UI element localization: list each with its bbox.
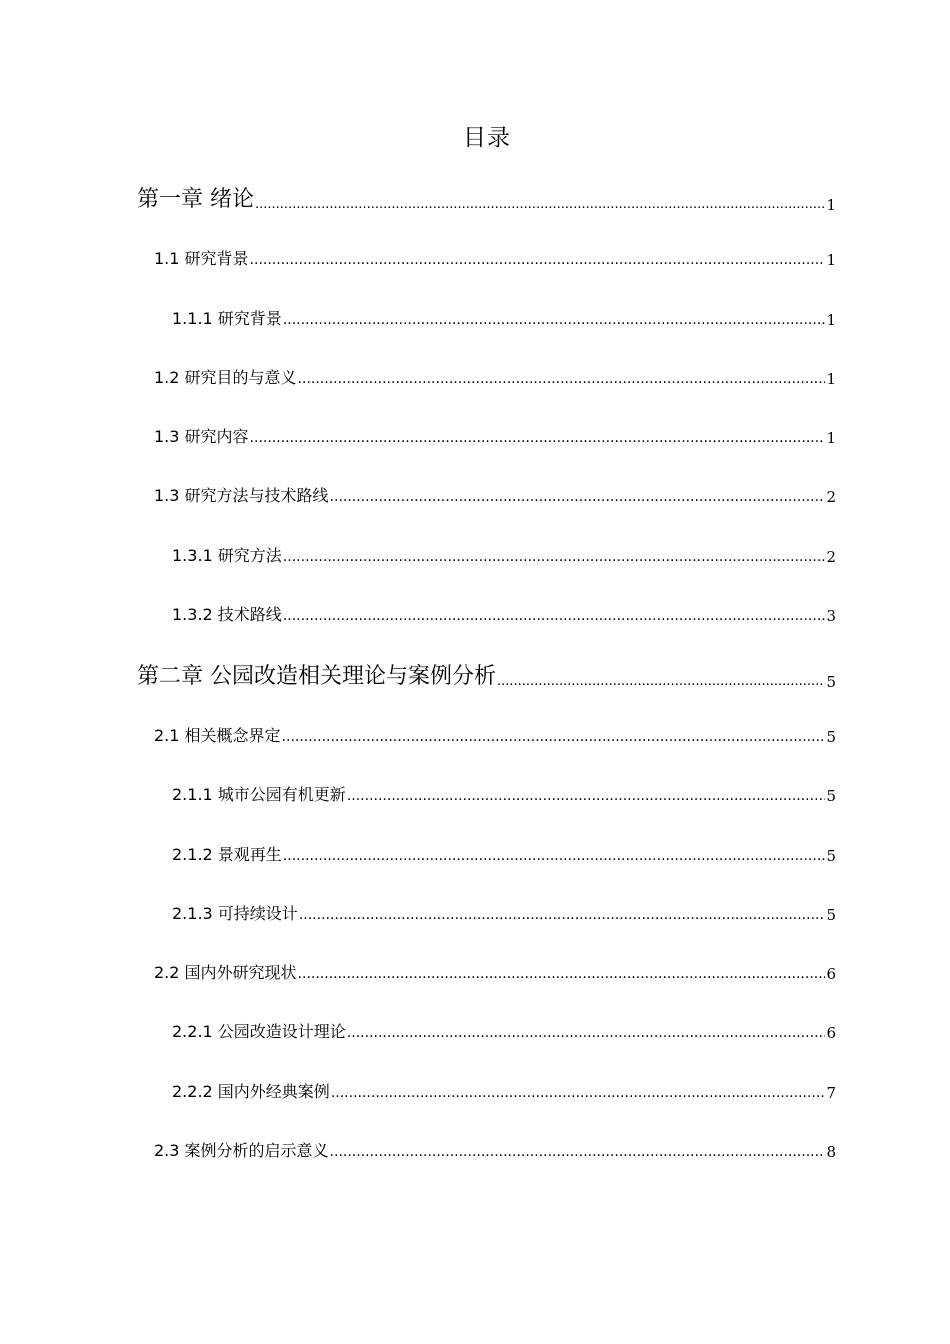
toc-dot-leader [255, 195, 825, 215]
toc-entry-1-3-content[interactable] [154, 426, 836, 448]
toc-page-number: 2 [826, 488, 836, 506]
toc-page-number: 3 [826, 607, 836, 625]
toc-dot-leader [283, 846, 826, 866]
toc-entry-label: 2.1 相关概念界定 [154, 726, 281, 745]
toc-page-number: 1 [826, 429, 836, 447]
toc-page-number: 6 [826, 1024, 836, 1042]
toc-entry-label: 2.2 国内外研究现状 [154, 963, 297, 982]
toc-entry-2-3[interactable] [154, 1140, 836, 1162]
toc-entry-2-1-1[interactable] [172, 784, 836, 806]
toc-entry-1-1[interactable] [154, 248, 836, 270]
toc-entry-2-2-1[interactable] [172, 1021, 836, 1043]
toc-entry-label: 1.1 研究背景 [154, 249, 249, 268]
toc-entry-label: 1.3.1 研究方法 [172, 546, 282, 565]
toc-dot-leader [347, 1023, 826, 1043]
toc-entry-1-1-1[interactable] [172, 308, 836, 330]
toc-entry-1-3-1[interactable] [172, 545, 836, 567]
toc-entry-1-3-2[interactable] [172, 604, 836, 626]
toc-page-number: 5 [826, 728, 836, 746]
toc-page-number: 1 [826, 370, 836, 388]
toc-page-number: 5 [826, 847, 836, 865]
toc-page-number: 5 [826, 787, 836, 805]
toc-dot-leader [250, 250, 826, 270]
toc-entry-2-1-3[interactable] [172, 903, 836, 925]
toc-entry-2-2[interactable] [154, 962, 836, 984]
toc-entry-label: 第二章 公园改造相关理论与案例分析 [137, 664, 496, 689]
toc-page-number: 1 [826, 311, 836, 329]
toc-dot-leader [298, 369, 826, 389]
toc-dot-leader [497, 672, 825, 692]
toc-entry-label: 2.2.1 公园改造设计理论 [172, 1022, 346, 1041]
toc-page-number: 5 [826, 673, 836, 691]
toc-dot-leader [283, 310, 826, 330]
toc-entry-2-2-2[interactable] [172, 1081, 836, 1103]
toc-dot-leader [347, 786, 826, 806]
toc-entry-2-1-2[interactable] [172, 844, 836, 866]
toc-page-number: 6 [826, 965, 836, 983]
toc-title: 目录 [463, 125, 511, 151]
toc-entry-label: 1.2 研究目的与意义 [154, 368, 297, 387]
toc-page-number: 5 [826, 906, 836, 924]
toc-entry-label: 1.3 研究方法与技术路线 [154, 486, 329, 505]
toc-dot-leader [283, 606, 826, 626]
toc-entry-2-1[interactable] [154, 725, 836, 747]
toc-page-number: 8 [826, 1143, 836, 1161]
toc-dot-leader [283, 547, 826, 567]
toc-dot-leader [331, 1083, 826, 1103]
toc-entry-label: 2.1.1 城市公园有机更新 [172, 785, 346, 804]
toc-entry-chapter-2[interactable] [137, 662, 836, 692]
toc-entry-label: 1.3.2 技术路线 [172, 605, 282, 624]
toc-dot-leader [298, 964, 826, 984]
toc-entry-label: 第一章 绪论 [137, 187, 254, 212]
toc-page-number: 1 [826, 196, 836, 214]
toc-dot-leader [282, 727, 826, 747]
toc-entry-label: 2.1.2 景观再生 [172, 845, 282, 864]
toc-entry-label: 1.1.1 研究背景 [172, 309, 282, 328]
toc-entry-label: 1.3 研究内容 [154, 427, 249, 446]
toc-entry-label: 2.2.2 国内外经典案例 [172, 1082, 330, 1101]
toc-page-number: 1 [826, 251, 836, 269]
toc-entry-1-2[interactable] [154, 367, 836, 389]
toc-dot-leader [330, 1142, 826, 1162]
toc-entry-label: 2.1.3 可持续设计 [172, 904, 298, 923]
toc-page-number: 7 [826, 1084, 836, 1102]
toc-dot-leader [330, 487, 826, 507]
toc-entry-1-3-method[interactable] [154, 485, 836, 507]
toc-dot-leader [250, 428, 826, 448]
toc-dot-leader [299, 905, 826, 925]
toc-page-number: 2 [826, 548, 836, 566]
toc-entry-label: 2.3 案例分析的启示意义 [154, 1141, 329, 1160]
toc-entry-chapter-1[interactable] [137, 185, 836, 215]
